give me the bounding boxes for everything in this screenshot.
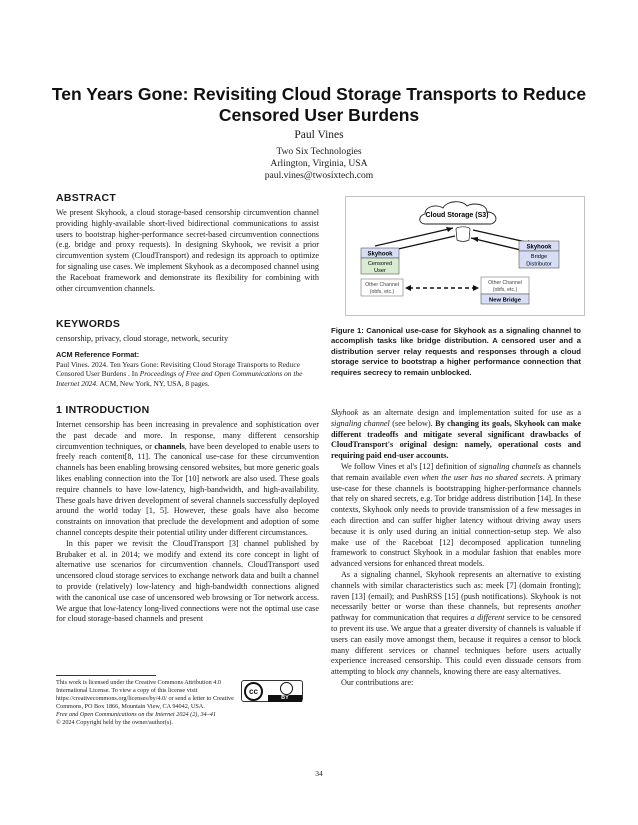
page-number: 34 — [315, 769, 323, 778]
censored-user-label-1: Censored — [367, 261, 393, 267]
footnote-rule — [56, 675, 156, 676]
dashed-connection-arrow — [405, 285, 479, 291]
by-label: BY — [268, 695, 302, 702]
other-channel-left-node — [361, 279, 403, 296]
right-paragraph-3: As a signaling channel, Skyhook represents an alternative to existing channels with similar characteristics such as: meek [7] (domain fronting); raven [13] (email); and PushRSS [15] (push notifications). Skyhook is not necessarily better or worse than these channels, but represents another pathway for communication that requires a different service to be censored to prevent its use. We argue that a greater diversity of channels is valuable if users can easily move amongst them, because it requires a censor to block many different services or channel techniques before users actually experience increased censorship. This could even dissuade censors from attempting to block any channels, knowing there are easy alternatives. — [331, 569, 581, 677]
abstract-section — [56, 192, 319, 294]
cc-by-badge — [241, 680, 303, 702]
right-column-text — [331, 408, 581, 689]
other-channel-left-label-1: Other Channel — [365, 282, 399, 288]
keywords-section — [56, 318, 319, 345]
figure-1-caption: Figure 1: Canonical use-case for Skyhook as a signaling channel to accomplish tasks like bridge distribution. A censored user and a distribution server relay requests and responses through a cloud storage service to bootstrap a higher performance connection that requires secrecy to remain unblocked. — [331, 326, 581, 377]
keywords-heading: KEYWORDS — [56, 318, 121, 330]
other-channel-left-label-2: (obfs, etc.) — [369, 289, 395, 295]
author-location: Arlington, Virginia, USA — [270, 158, 368, 169]
license-venue: Free and Open Communications on the Internet 2024 (2), 34–41 — [56, 711, 216, 719]
right-paragraph-1: Skyhook as an alternate design and implementation suited for use as a signaling channel (see below). By changing its goals, Skyhook can make different tradeoffs and mitigate several significant drawbacks of CloudTransport's original design: namely, operational costs and requiring paid end-user accounts. — [331, 408, 582, 461]
introduction-heading: 1 INTRODUCTION — [56, 404, 150, 416]
cloud-storage-shape — [420, 202, 496, 224]
cloud-storage-label: Cloud Storage (S3) — [425, 212, 489, 219]
paper-title: Ten Years Gone: Revisiting Cloud Storage Transports to Reduce Censored User Burdens — [51, 84, 587, 125]
skyhook-right-label: Skyhook — [526, 244, 552, 251]
cc-icon: cc — [244, 682, 263, 701]
other-channel-right-label-1: Other Channel — [488, 280, 522, 286]
license-copyright: © 2024 Copyright held by the owner/author(s). — [56, 719, 173, 727]
license-text: This work is licensed under the Creative Commons Attribution 4.0 International License. To view a copy of this license visit https://creativecommons.org/licenses/by/4.0/ or send a letter to Creative Commons, PO Box 1866, Mountain View, CA 94042, USA. — [56, 679, 234, 711]
acm-reference — [56, 350, 319, 388]
abstract-heading: ABSTRACT — [56, 192, 117, 204]
intro-paragraph-1: Internet censorship has been increasing in prevalence and sophistication over the past decade and more. In response, many different censorship circumvention techniques, or channels, have been developed to enable users to freely reach content[8, 11]. The canonical use-case for these circumvention channels has been enabling browsing censored websites, but more generic goals likes enabling connection into the Tor [10] network are also used. These goals require channels to have low-latency, high-bandwidth, and high-availability. These goals have driven development of several channels successfully deployed around the world today [1, 5]. However, these goals have also become constraints on innovation that preclude the development and adoption of some channel concepts despite their potential utility under different circumstances. — [56, 420, 319, 537]
other-channel-right-node — [481, 277, 529, 304]
other-channel-right-label-2: (obfs, etc.) — [492, 287, 518, 293]
bridge-distributor-label-1: Bridge — [530, 254, 548, 260]
skyhook-user-node — [361, 248, 399, 274]
intro-paragraph-2: In this paper we revisit the CloudTransport [3] channel published by Brubaker et al. in 2014; we modify and extend its core concept in light of alternative use scenarios for circumvention channels. CloudTransport used uncensored cloud storage services to exchange network data and built a channel to provide (relatively) low-latency and high-bandwidth connections aligned with the canonical use case of uncensored web browsing or Tor network access. We argue that low-latency long-lived connections were not the optimal use case for cloud storage-based channels and present — [56, 538, 319, 624]
skyhook-left-label: Skyhook — [367, 251, 393, 258]
acm-reference-label: ACM Reference Format: — [56, 350, 140, 359]
censored-user-label-2: User — [374, 268, 386, 274]
abstract-text: We present Skyhook, a cloud storage-based censorship circumvention channel providing highly-available short-lived bidirectional communications to assist users to bootstrap higher-performance secret-based circumvention connections (e.g. bridge and proxy requests). In designing Skyhook, we revisit a prior circumvention system (CloudTransport) and redesign its approach to optimize for signaling use cases. We implement Skyhook as a decomposed channel using the Raceboat framework and demonstrate its flexibility for combining with other circumvention channels. — [56, 208, 319, 293]
figure-1-diagram — [345, 196, 585, 316]
keywords-text: censorship, privacy, cloud storage, network, security — [56, 334, 229, 343]
introduction-section — [56, 404, 319, 625]
storage-bucket-icon — [456, 227, 470, 242]
skyhook-bridge-node — [519, 241, 559, 268]
author-email: paul.vines@twosixtech.com — [264, 170, 374, 181]
right-paragraph-2: We follow Vines et al's [12] definition of signaling channels as channels that remain available even when the user has no shared secrets. A primary use-case for these channels is bootstrapping higher-performance channels that rely on shared secrets, e.g. Tor bridge address distribution [14]. In these contexts, Skyhook only needs to provide transmission of a few messages in each direction and can suffer higher latency without driving away users because it is only used during an initial connection-setup step. We also make use of the Raceboat [12] decomposed application tunneling framework to construct Skyhook in a modular fashion that enables more advanced versions for enhanced threat models. — [331, 461, 582, 569]
new-bridge-label: New Bridge — [489, 297, 521, 304]
person-icon — [280, 682, 293, 695]
bridge-distributor-label-2: Distributor — [526, 261, 552, 268]
right-paragraph-4: Our contributions are: — [341, 677, 414, 687]
license-footnote — [56, 679, 236, 728]
acm-reference-text: Paul Vines. 2024. Ten Years Gone: Revisiting Cloud Storage Transports to Reduce Censored User Burdens . In Proceedings of Free and Open Communications on the Internet 2024. ACM, New York, NY, USA, 8 pages. — [56, 360, 303, 388]
author-affiliation: Two Six Technologies — [276, 146, 362, 157]
author-name: Paul Vines — [294, 129, 344, 141]
